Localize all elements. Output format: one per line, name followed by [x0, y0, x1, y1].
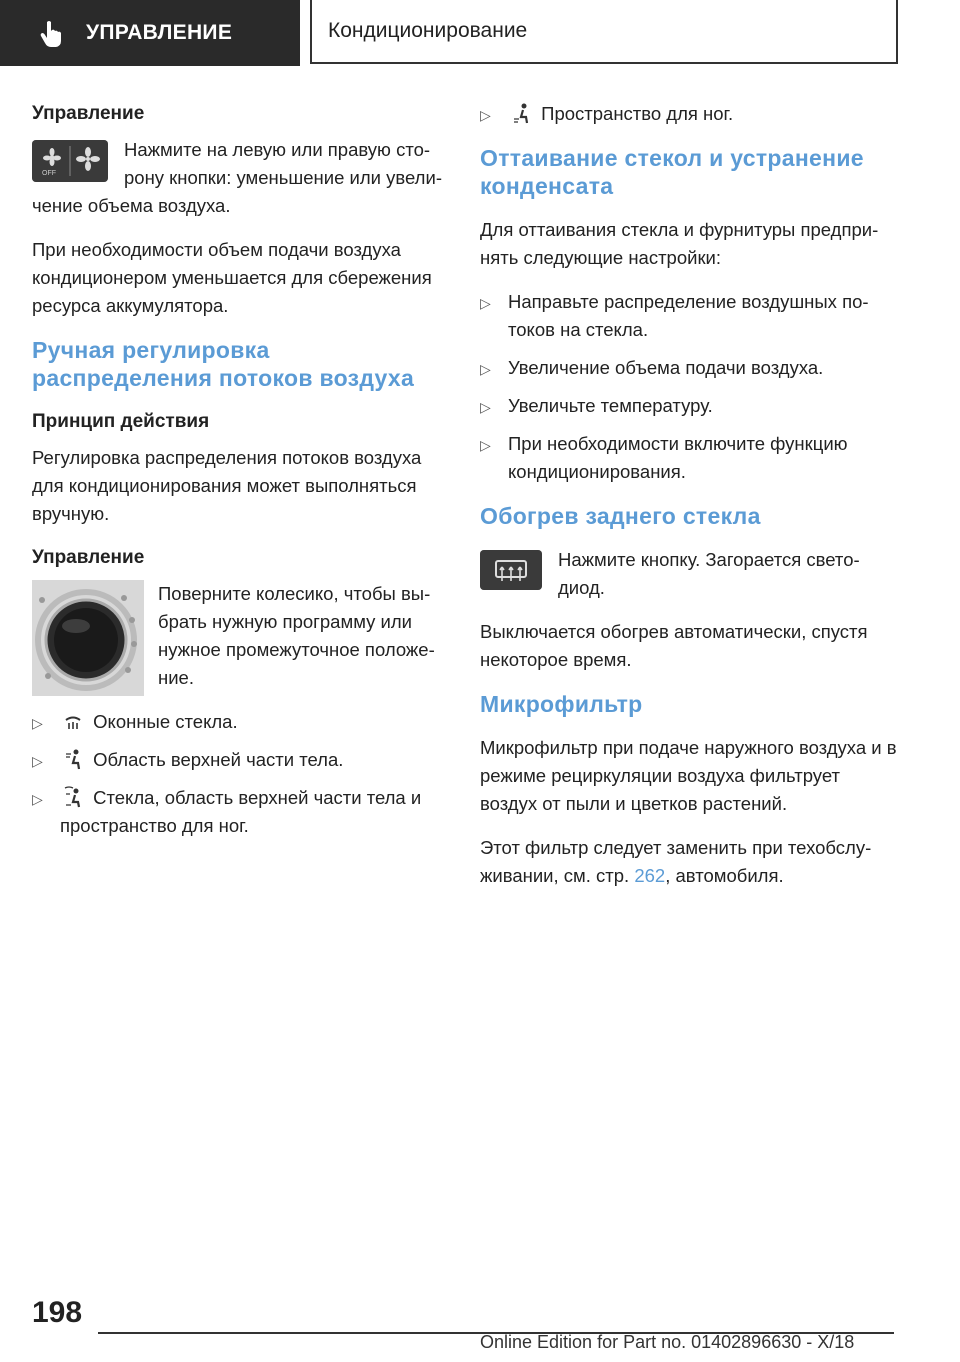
section-title: УПРАВЛЕНИЕ [86, 21, 233, 44]
triangle-right-icon: ▷ [480, 107, 491, 123]
list-item-label: Стекла, область верхней части тела и пространство для ног. [60, 787, 422, 836]
list-item-label: Увеличение объема подачи воздуха. [508, 357, 824, 378]
page-header [0, 0, 960, 66]
triangle-right-icon: ▷ [32, 715, 43, 731]
triangle-right-icon: ▷ [480, 361, 491, 377]
heading-defrost: Оттаивание стекол и устранение конденсата [480, 145, 864, 199]
chapter-title: Кондиционирование [328, 19, 528, 42]
heading-control: Управление [32, 103, 145, 124]
heading-rear-window: Обогрев заднего стекла [480, 503, 761, 529]
left-column [32, 100, 452, 856]
paragraph-filter: Микрофильтр при подаче наружного воздуха и в режиме рециркуляции воздуха фильтрует воздух от пыли и цветков растений. [480, 737, 897, 814]
triangle-right-icon: ▷ [480, 399, 491, 415]
fan-button-block [32, 136, 452, 236]
list-item [480, 288, 900, 344]
distribution-list-cont [480, 100, 900, 128]
heading-principle: Принцип действия [32, 411, 210, 432]
window-airflow-icon [64, 714, 82, 732]
page-link[interactable]: 262 [634, 865, 666, 886]
air-distribution-knob-icon [32, 580, 144, 696]
paragraph-defrost: Для оттаивания стекла и фурнитуры предпринять следующие настройки: [480, 219, 879, 268]
paragraph-rear-button: Нажмите кнопку. Загорается светодиод. [558, 549, 860, 598]
list-item-upper-body [32, 746, 452, 774]
paragraph-principle: Регулировка распределения потоков воздуха для кондиционирования может выполняться вручную. [32, 447, 422, 524]
list-item-all-zones [32, 784, 452, 840]
list-item-label: Пространство для ног. [541, 103, 734, 124]
svg-text:OFF: OFF [42, 170, 56, 177]
all-zones-airflow-icon [64, 786, 82, 808]
heading-control-2: Управление [32, 547, 145, 568]
paragraph-knob: Поверните колесико, чтобы выбрать нужную программу или нужное промежуточное положение. [158, 583, 435, 688]
heading-microfilter: Микрофильтр [480, 691, 643, 717]
edition-note: Online Edition for Part no. 01402896630 - X/18 [480, 1332, 855, 1352]
heading-manual-distribution: Ручная регулировка распределения потоков воздуха [32, 337, 415, 391]
paragraph-fan-buttons: Нажмите на левую или правую сторону кнопки: уменьшение или увеличение объема воздуха. [32, 139, 442, 216]
page-number: 198 [32, 1296, 83, 1329]
list-item [480, 392, 900, 420]
list-item-label: Направьте распределение воздушных потоков на стекла. [508, 291, 869, 340]
section-tab [0, 0, 300, 66]
triangle-right-icon: ▷ [480, 295, 491, 311]
rear-defrost-block [480, 546, 900, 618]
list-item-windows [32, 708, 452, 736]
distribution-list [32, 708, 452, 840]
list-item [480, 430, 900, 486]
upper-body-airflow-icon [64, 748, 82, 770]
triangle-right-icon: ▷ [32, 791, 43, 807]
paragraph-rear-off: Выключается обогрев автоматически, спустя некоторое время. [480, 621, 868, 670]
list-item [480, 354, 900, 382]
hand-pointer-icon [40, 19, 66, 47]
list-item-label: Увеличьте температуру. [508, 395, 713, 416]
paragraph-replace [480, 834, 900, 890]
chapter-tab [310, 0, 898, 64]
footwell-airflow-icon [512, 102, 530, 124]
defrost-list [480, 288, 900, 486]
right-column [480, 100, 900, 906]
rear-defrost-icon [480, 550, 542, 590]
list-item-label: Оконные стекла. [93, 711, 238, 732]
replace-text: Этот фильтр следует заменить при техобслуживании, см. стр. [480, 837, 872, 886]
triangle-right-icon: ▷ [32, 753, 43, 769]
fan-button-icon [32, 140, 108, 182]
paragraph-battery: При необходимости объем подачи воздуха кондиционером уменьшается для сбережения ресурса аккумулятора. [32, 239, 432, 316]
list-item-label: Область верхней части тела. [93, 749, 344, 770]
replace-text-end: , автомобиля. [665, 865, 784, 886]
list-item-feet [480, 100, 900, 128]
knob-block [32, 580, 452, 708]
list-item-label: При необходимости включите функцию кондиционирования. [508, 433, 848, 482]
triangle-right-icon: ▷ [480, 437, 491, 453]
